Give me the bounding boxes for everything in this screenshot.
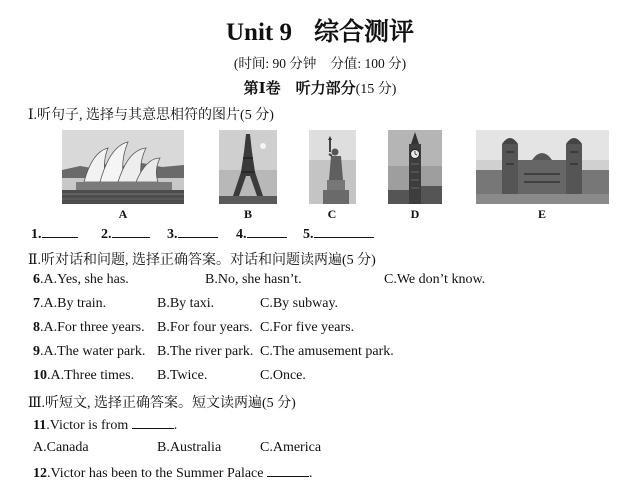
big-ben-image [388,130,442,204]
answer-4: 4. [236,225,287,243]
page-title [0,12,640,48]
section1-title: Ⅰ.听句子, 选择与其意思相符的图片(5 分) [28,108,274,123]
answer-5: 5. [303,225,374,243]
question-9-option-b: B.The river park. [157,344,254,359]
question-6-option-c: C.We don’t know. [384,272,486,287]
picture-label-d: D [410,207,420,221]
question-7-option-c: C.By subway. [260,296,339,311]
question-11: 11.Victor is from . [33,418,178,433]
question-9-option-a: 9.A.The water park. [33,344,146,359]
part-label: 第Ⅰ卷 听力部分 [243,81,356,97]
question-10-option-b: B.Twice. [157,368,208,383]
question-12: 12.Victor has been to the Summer Palace . [33,466,313,481]
part-heading [0,77,640,98]
exam-info [0,52,640,72]
question-12-blank[interactable] [267,464,309,477]
section2-title: Ⅱ.听对话和问题, 选择正确答案。对话和问题读两遍(5 分) [28,253,376,268]
answer-2-blank[interactable] [112,225,150,238]
question-8-option-b: B.For four years. [157,320,253,335]
answer-1: 1. [31,225,78,243]
picture-label-c: C [327,207,337,221]
question-10-option-a: 10.A.Three times. [33,368,135,383]
sydney-opera-house-image [62,130,184,204]
cathedral-image [476,130,609,204]
picture-label-a: A [118,207,128,221]
unit-label: Unit 9 [226,19,292,46]
question-11-option-a: A.Canada [33,440,89,455]
question-8-option-a: 8.A.For three years. [33,320,145,335]
statue-of-liberty-image [309,130,356,204]
picture-label-e: E [537,207,546,221]
question-10-option-c: C.Once. [260,368,306,383]
answer-2: 2. [101,225,150,243]
picture-label-b: B [243,207,252,221]
score-info: 分值: 100 分) [330,56,407,71]
question-6-option-b: B.No, she hasn’t. [205,272,302,287]
answer-3-blank[interactable] [178,225,218,238]
answer-5-blank[interactable] [314,225,374,238]
question-8-option-c: C.For five years. [260,320,355,335]
section3-title: Ⅲ.听短文, 选择正确答案。短文读两遍(5 分) [28,396,296,411]
answer-3: 3. [167,225,218,243]
part-points: (15 分) [355,82,397,97]
eiffel-tower-image [219,130,277,204]
unit-title-cn: 综合测评 [313,19,414,46]
time-info: (时间: 90 分钟 [233,56,317,71]
question-6-option-a: 6.A.Yes, she has. [33,272,129,287]
answer-1-blank[interactable] [42,225,78,238]
question-7-option-b: B.By taxi. [157,296,215,311]
question-11-blank[interactable] [132,416,174,429]
question-11-option-b: B.Australia [157,440,222,455]
question-7-option-a: 7.A.By train. [33,296,107,311]
question-11-option-c: C.America [260,440,322,455]
answer-4-blank[interactable] [247,225,287,238]
question-9-option-c: C.The amusement park. [260,344,394,359]
